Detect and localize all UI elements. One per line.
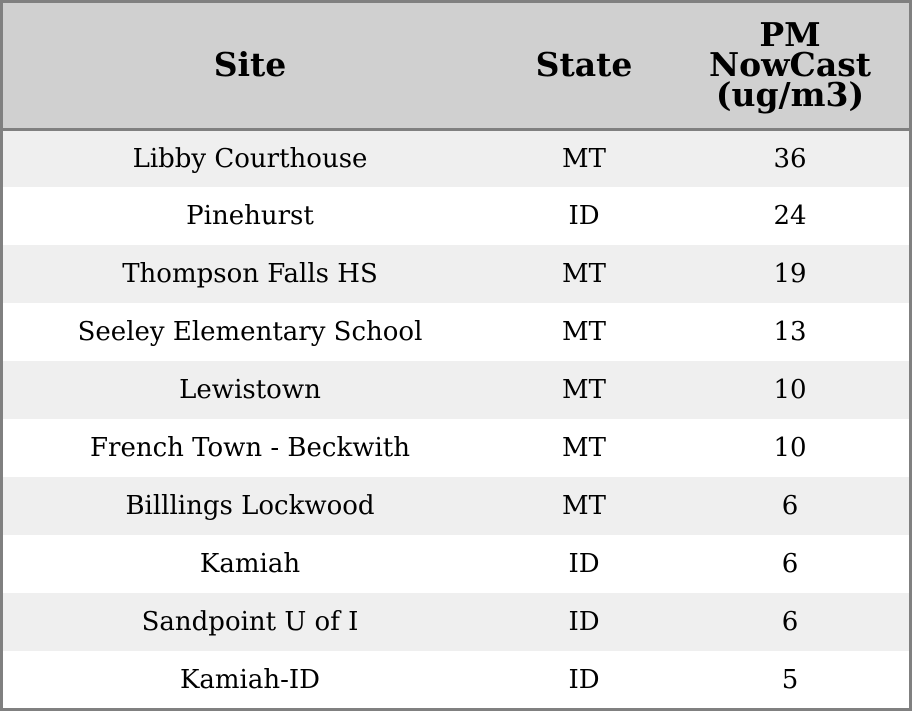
table-header-row — [3, 3, 909, 129]
cell-state: ID — [497, 593, 671, 651]
table-row — [3, 187, 909, 245]
cell-state: MT — [497, 129, 671, 187]
cell-site: Thompson Falls HS — [3, 245, 497, 303]
cell-site: Pinehurst — [3, 187, 497, 245]
cell-state: MT — [497, 477, 671, 535]
cell-state: MT — [497, 245, 671, 303]
cell-state: ID — [497, 187, 671, 245]
cell-site: Libby Courthouse — [3, 129, 497, 187]
cell-pm: 6 — [671, 535, 909, 593]
cell-site: Kamiah — [3, 535, 497, 593]
table-row — [3, 361, 909, 419]
cell-pm: 6 — [671, 593, 909, 651]
header-pm-nowcast — [671, 3, 909, 129]
cell-state: ID — [497, 651, 671, 709]
cell-pm: 19 — [671, 245, 909, 303]
cell-pm: 6 — [671, 477, 909, 535]
header-pm-line-1: PM — [759, 15, 821, 55]
table-row — [3, 303, 909, 361]
table-row — [3, 419, 909, 477]
cell-state: MT — [497, 361, 671, 419]
table-row — [3, 245, 909, 303]
cell-pm: 10 — [671, 361, 909, 419]
table-row — [3, 651, 909, 709]
pm-nowcast-table — [3, 3, 909, 709]
cell-pm: 10 — [671, 419, 909, 477]
cell-site: Seeley Elementary School — [3, 303, 497, 361]
cell-site: Billlings Lockwood — [3, 477, 497, 535]
cell-pm: 36 — [671, 129, 909, 187]
table-row — [3, 593, 909, 651]
cell-site: Lewistown — [3, 361, 497, 419]
cell-state: ID — [497, 535, 671, 593]
cell-pm: 13 — [671, 303, 909, 361]
table-row — [3, 535, 909, 593]
table-row — [3, 129, 909, 187]
cell-site: Kamiah-ID — [3, 651, 497, 709]
cell-site: Sandpoint U of I — [3, 593, 497, 651]
header-site: Site — [3, 3, 497, 129]
cell-state: MT — [497, 419, 671, 477]
cell-pm: 24 — [671, 187, 909, 245]
header-pm-line-3: (ug/m3) — [715, 75, 865, 115]
cell-pm: 5 — [671, 651, 909, 709]
header-pm-line-2: NowCast — [708, 45, 872, 85]
header-state: State — [497, 3, 671, 129]
cell-state: MT — [497, 303, 671, 361]
cell-site: French Town - Beckwith — [3, 419, 497, 477]
table-row — [3, 477, 909, 535]
